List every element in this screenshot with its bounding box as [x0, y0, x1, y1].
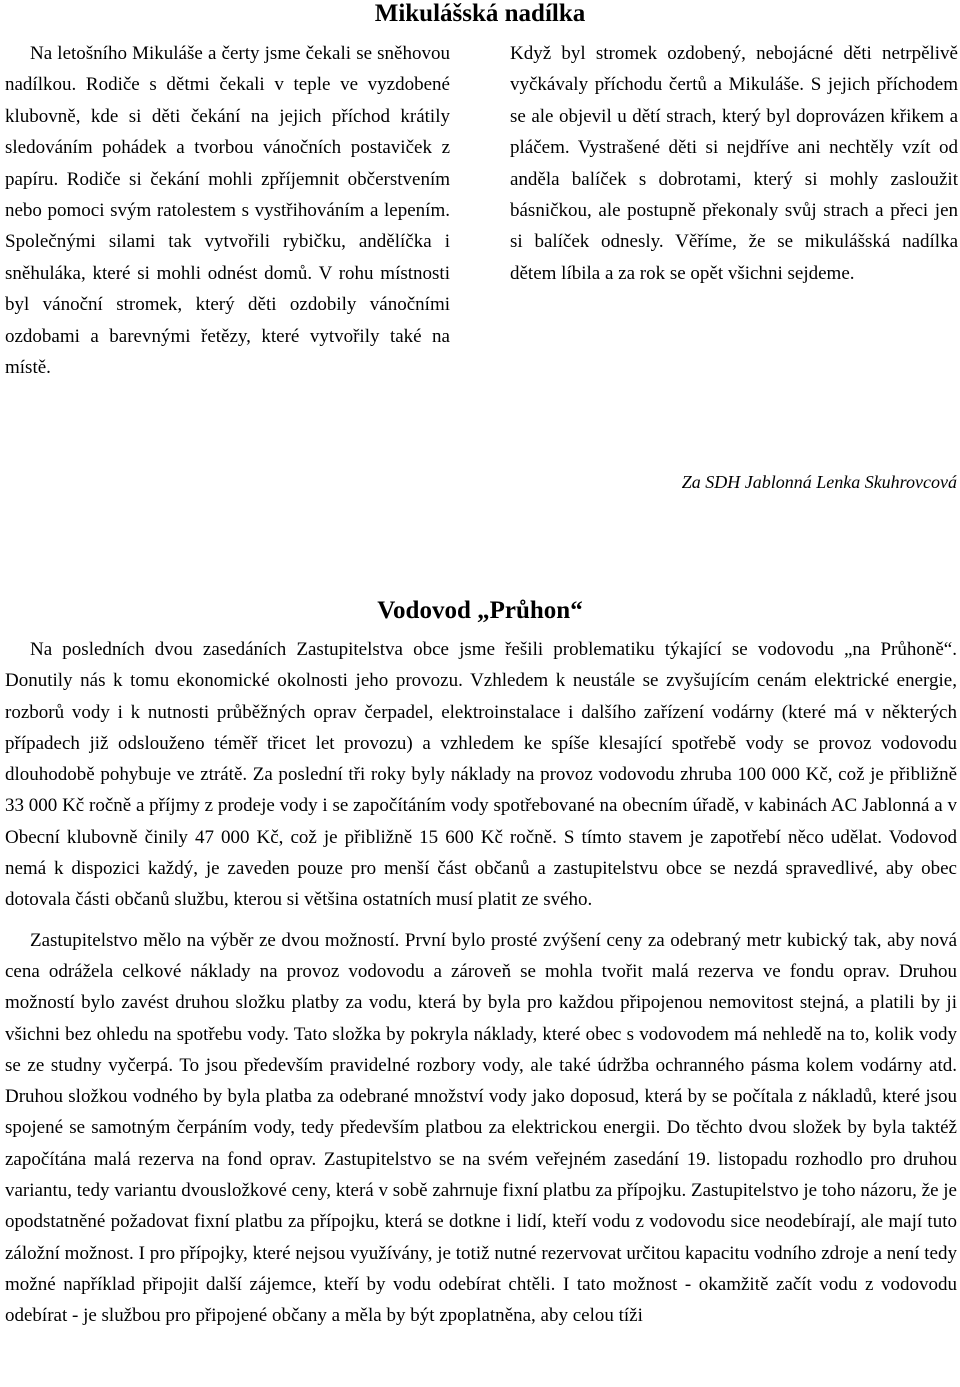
article1-paragraph-left: Na letošního Mikuláše a čerty jsme čekali se sněhovou nadílkou. Rodiče s dětmi čekali v teple ve vyzdobené klubovně, kde si děti čekání na jejich příchod krátily sledováním pohádek a tvorbou vánočních postaviček z papíru. Rodiče si čekání mohli zpříjemnit občerstvením nebo pomoci svým ratolestem s vystřihováním a lepením. Společnými silami tak vytvořili rybičku, andělíčka i sněhuláka, které si mohli odnést domů. V rohu místnosti byl vánoční stromek, který děti ozdobily vánočními ozdobami a barevnými řetězy, které vytvořily také na místě.	[5, 43, 450, 379]
article1-column-left	[5, 38, 450, 383]
article-title-vodovod-pruhon: Vodovod „Průhon“	[377, 597, 583, 624]
article1-signature: Za SDH Jablonná Lenka Skuhrovcová	[681, 472, 957, 492]
article1-column-right	[510, 38, 958, 289]
article2-paragraph-2: Zastupitelstvo mělo na výběr ze dvou možností. První bylo prosté zvýšení ceny za odebraný metr kubický tak, aby nová cena odrážela celkové náklady na provoz vodovodu a zároveň se mohla tvořit malá rezerva ve fondu oprav. Druhou možností bylo zavést druhou složku platby za vodu, která by byla pro každou připojenou nemovitost stejná, a platili by ji všichni bez ohledu na spotřebu vody. Tato složka by pokryla náklady, které obec s vodovodem má nehledě na to, kolik vody se ze studny vyčerpá. To jsou především pravidelné rozbory vody, ale také údržba ochranného pásma kolem vodárny atd. Druhou složkou vodného by byla platba za odebrané množství vody jako doposud, která by se počítala z nákladů, které jsou spojené se samotným čerpáním vody, tedy především platbou za elektrickou energii. Do těchto dvou složek by byla taktéž započítána malá rezerva na fond oprav. Zastupitelstvo se na svém veřejném zasedání 19. listopadu rozhodlo pro druhou variantu, tedy variantu dvousložkové ceny, která v sobě zahrnuje fixní platbu za přípojku. Zastupitelstvo je toho názoru, že je opodstatněné požadovat fixní platbu za přípojku, která se dotkne i lidí, kteří vodu z vodovodu sice neodebírají, ale mají tuto záložní možnost. I pro přípojky, které nejsou využívány, je totiž nutné rezervovat určitou kapacitu vodního zdroje a není tedy možné například připojit další zájemce, kteří by vodu odebírat chtěli. I tato možnost - okamžitě začít vodu z vodovodu odebírat - je službou pro připojené občany a měla by být zpoplatněna, aby celou tíži	[5, 929, 957, 1327]
article-title-mikulasska-nadilka: Mikulášská nadílka	[374, 0, 586, 27]
article2-paragraph-1: Na posledních dvou zasedáních Zastupitelstva obce jsme řešili problematiku týkající se vodovodu „na Průhoně“. Donutily nás k tomu ekonomické okolnosti jeho provozu. Vzhledem k neustále se zvyšujícím cenám elektrické energie, rozborů vody i k nutnosti průběžných oprav čerpadel, elektroinstalace i dalšího zařízení vodárny (které má v některých případech již odslouženo téměř třicet let provozu) a vzhledem ke spíše klesající spotřebě vody se provoz vodovodu dlouhodobě pohybuje ve ztrátě. Za poslední tři roky byly náklady na provoz vodovodu zhruba 100 000 Kč, což je přibližně 33 000 Kč ročně a příjmy z prodeje vody i se započítáním vody spotřebované na obecním úřadě, v kabinách AC Jablonná a v Obecní klubovně činily 47 000 Kč, což je přibližně 15 600 Kč ročně. S tímto stavem je zapotřebí něco udělat. Vodovod nemá k dispozici každý, je zaveden pouze pro menší část občanů a zastupitelstvu obce se nezdá spravedlivé, aby obec dotovala části občanů službu, kterou si většina ostatních musí platit ze svého.	[5, 639, 957, 911]
article2-body	[5, 634, 957, 1332]
article1-paragraph-right: Když byl stromek ozdobený, nebojácné děti netrpělivě vyčkávaly příchodu čertů a Mikuláše. S jejich příchodem se ale objevil u dětí strach, který byl doprovázen křikem a pláčem. Vystrašené děti si nejdříve ani nechtěly vzít od anděla balíček s dobrotami, který si mohly zasloužit básničkou, ale postupně překonaly svůj strach a přeci jen si balíček odnesly. Věříme, že se mikulášská nadílka dětem líbila a za rok se opět všichni sejdeme.	[510, 43, 958, 284]
